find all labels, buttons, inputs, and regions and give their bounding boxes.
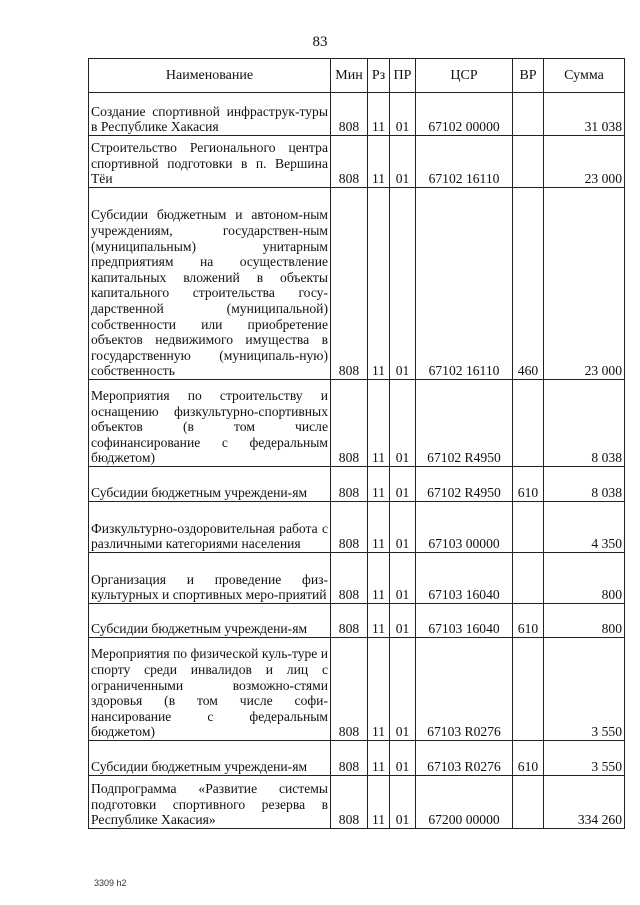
row-sum: 8 038 <box>544 467 625 502</box>
row-vr <box>513 136 544 188</box>
table-row <box>89 467 625 502</box>
row-rz: 11 <box>368 502 390 553</box>
row-sum: 800 <box>544 604 625 638</box>
row-pr: 01 <box>390 380 416 467</box>
row-vr <box>513 93 544 136</box>
row-name: Субсидии бюджетным и автоном-ным учреждениям, государствен-ным (муниципальным) унитарным предприятиям на осуществление капитальных вложений в объекты капитального строительства госу-дарственной (муниципальной) собственности или приобретение объектов недвижимого имущества в государственную (муниципаль-ную) собственность <box>89 188 331 380</box>
row-pr: 01 <box>390 741 416 776</box>
row-csr: 67103 R0276 <box>416 741 513 776</box>
table-header-row <box>89 59 625 93</box>
row-vr: 610 <box>513 467 544 502</box>
row-sum: 4 350 <box>544 502 625 553</box>
row-vr: 610 <box>513 604 544 638</box>
row-rz: 11 <box>368 188 390 380</box>
row-csr: 67102 16110 <box>416 136 513 188</box>
row-name: Подпрограмма «Развитие системы подготовки спортивного резерва в Республике Хакасия» <box>89 776 331 829</box>
row-vr <box>513 380 544 467</box>
header-pr: ПР <box>390 59 416 93</box>
footer-code: 3309 h2 <box>94 878 127 888</box>
row-rz: 11 <box>368 136 390 188</box>
row-name: Субсидии бюджетным учреждени-ям <box>89 741 331 776</box>
row-min: 808 <box>331 638 368 741</box>
row-rz: 11 <box>368 638 390 741</box>
header-rz: Рз <box>368 59 390 93</box>
row-rz: 11 <box>368 741 390 776</box>
row-csr: 67102 R4950 <box>416 380 513 467</box>
row-sum: 3 550 <box>544 638 625 741</box>
row-rz: 11 <box>368 93 390 136</box>
row-csr: 67103 16040 <box>416 553 513 604</box>
table-row <box>89 93 625 136</box>
table-row <box>89 776 625 829</box>
row-pr: 01 <box>390 136 416 188</box>
header-name: Наименование <box>89 59 331 93</box>
row-min: 808 <box>331 553 368 604</box>
row-sum: 23 000 <box>544 188 625 380</box>
row-rz: 11 <box>368 380 390 467</box>
row-min: 808 <box>331 776 368 829</box>
table-row <box>89 604 625 638</box>
row-csr: 67103 16040 <box>416 604 513 638</box>
row-min: 808 <box>331 604 368 638</box>
row-csr: 67102 16110 <box>416 188 513 380</box>
row-vr <box>513 776 544 829</box>
row-vr: 460 <box>513 188 544 380</box>
row-csr: 67200 00000 <box>416 776 513 829</box>
row-csr: 67103 R0276 <box>416 638 513 741</box>
row-pr: 01 <box>390 502 416 553</box>
row-vr <box>513 553 544 604</box>
row-min: 808 <box>331 188 368 380</box>
row-min: 808 <box>331 467 368 502</box>
row-vr <box>513 502 544 553</box>
table-row <box>89 188 625 380</box>
row-name: Строительство Регионального центра спортивной подготовки в п. Вершина Тёи <box>89 136 331 188</box>
row-min: 808 <box>331 136 368 188</box>
header-csr: ЦСР <box>416 59 513 93</box>
row-csr: 67102 R4950 <box>416 467 513 502</box>
table-row <box>89 136 625 188</box>
row-pr: 01 <box>390 553 416 604</box>
row-pr: 01 <box>390 776 416 829</box>
row-csr: 67103 00000 <box>416 502 513 553</box>
table-row <box>89 502 625 553</box>
header-vr: ВР <box>513 59 544 93</box>
row-sum: 334 260 <box>544 776 625 829</box>
header-sum: Сумма <box>544 59 625 93</box>
table-row <box>89 741 625 776</box>
row-sum: 8 038 <box>544 380 625 467</box>
row-sum: 31 038 <box>544 93 625 136</box>
row-name: Создание спортивной инфраструк-туры в Республике Хакасия <box>89 93 331 136</box>
row-rz: 11 <box>368 467 390 502</box>
row-min: 808 <box>331 502 368 553</box>
row-rz: 11 <box>368 553 390 604</box>
row-pr: 01 <box>390 188 416 380</box>
row-name: Организация и проведение физ-культурных и спортивных меро-приятий <box>89 553 331 604</box>
row-pr: 01 <box>390 604 416 638</box>
row-csr: 67102 00000 <box>416 93 513 136</box>
row-pr: 01 <box>390 93 416 136</box>
header-min: Мин <box>331 59 368 93</box>
budget-table <box>88 58 625 829</box>
table-row <box>89 638 625 741</box>
row-rz: 11 <box>368 776 390 829</box>
row-vr <box>513 638 544 741</box>
row-sum: 3 550 <box>544 741 625 776</box>
row-name: Физкультурно-оздоровительная работа с различными категориями населения <box>89 502 331 553</box>
row-vr: 610 <box>513 741 544 776</box>
row-pr: 01 <box>390 638 416 741</box>
row-name: Субсидии бюджетным учреждени-ям <box>89 467 331 502</box>
table-row <box>89 553 625 604</box>
page-number: 83 <box>312 34 328 50</box>
row-min: 808 <box>331 741 368 776</box>
table-row <box>89 380 625 467</box>
row-name: Субсидии бюджетным учреждени-ям <box>89 604 331 638</box>
row-rz: 11 <box>368 604 390 638</box>
row-pr: 01 <box>390 467 416 502</box>
row-min: 808 <box>331 380 368 467</box>
row-name: Мероприятия по физической куль-туре и спорту среди инвалидов и лиц с ограниченными возможно-стями здоровья (в том числе софи-нансирование с федеральным бюджетом) <box>89 638 331 741</box>
row-sum: 800 <box>544 553 625 604</box>
row-min: 808 <box>331 93 368 136</box>
row-sum: 23 000 <box>544 136 625 188</box>
row-name: Мероприятия по строительству и оснащению физкультурно-спортивных объектов (в том числе софинансирование с федеральным бюджетом) <box>89 380 331 467</box>
